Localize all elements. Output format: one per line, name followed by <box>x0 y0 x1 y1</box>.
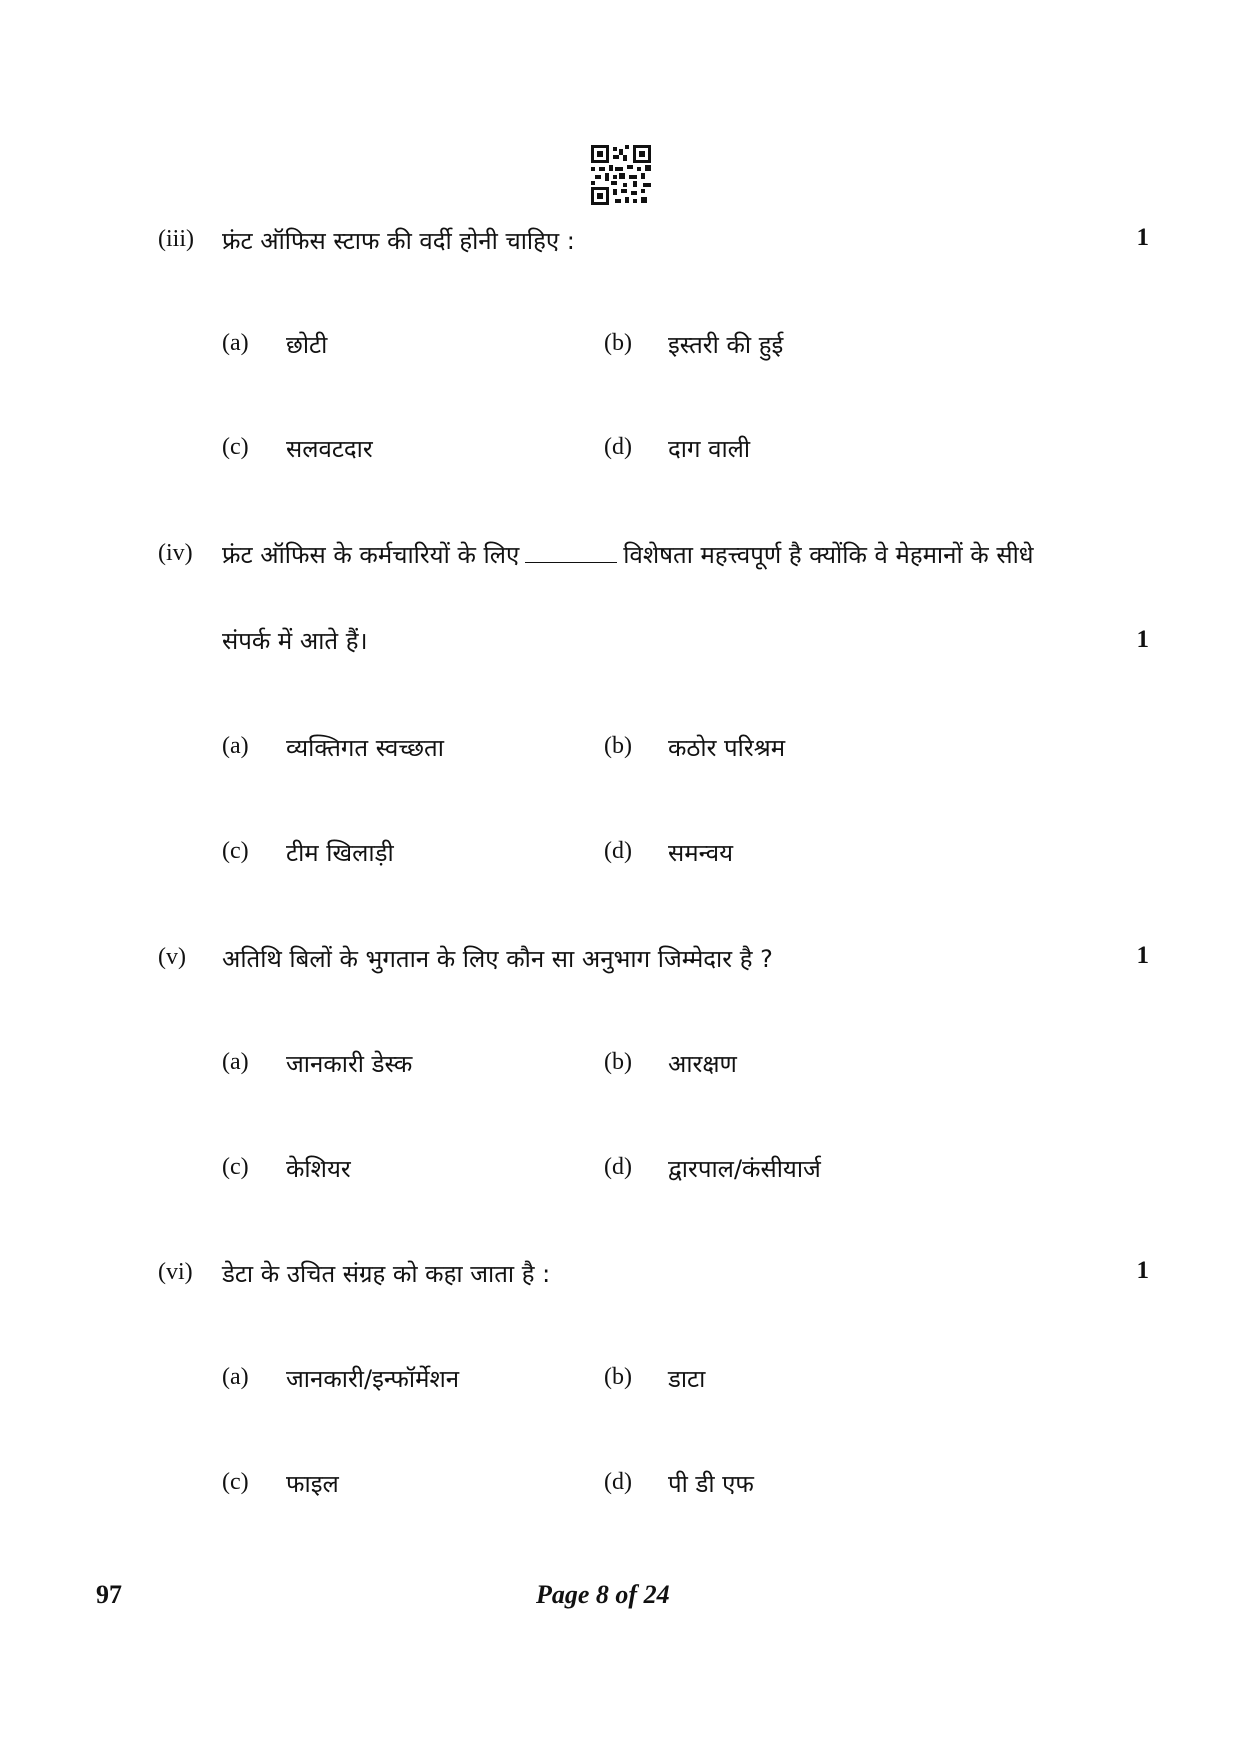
option-label: (b) <box>604 1049 632 1075</box>
option-label: (a) <box>222 1364 249 1390</box>
answer-blank <box>525 540 617 563</box>
question-marks: 1 <box>1136 626 1149 653</box>
option-text: कठोर परिश्रम <box>668 734 786 762</box>
question-text: फ्रंट ऑफिस के कर्मचारियों के लिए विशेषता महत्त्वपूर्ण है क्योंकि वे मेहमानों के सीधे <box>222 541 1034 569</box>
option-text: छोटी <box>286 331 328 359</box>
question-number: (vi) <box>158 1259 193 1285</box>
option-label: (a) <box>222 330 249 356</box>
question-marks: 1 <box>1136 1257 1149 1284</box>
option-text: जानकारी डेस्क <box>286 1050 413 1078</box>
option-label: (d) <box>604 1154 632 1180</box>
option-text: इस्तरी की हुई <box>668 331 784 359</box>
option-label: (d) <box>604 838 632 864</box>
question-text-line2: संपर्क में आते हैं। <box>222 627 368 655</box>
option-label: (d) <box>604 1469 632 1495</box>
option-label: (d) <box>604 434 632 460</box>
option-label: (c) <box>222 838 249 864</box>
question-text: फ्रंट ऑफिस स्टाफ की वर्दी होनी चाहिए : <box>222 227 575 255</box>
option-label: (c) <box>222 434 249 460</box>
question-number: (iv) <box>158 540 193 566</box>
question-marks: 1 <box>1136 224 1149 251</box>
qr-code-icon <box>591 145 651 205</box>
question-number: (iii) <box>158 226 194 252</box>
option-label: (a) <box>222 733 249 759</box>
option-label: (b) <box>604 733 632 759</box>
option-text: डाटा <box>668 1365 706 1393</box>
option-label: (b) <box>604 1364 632 1390</box>
option-label: (a) <box>222 1049 249 1075</box>
question-number: (v) <box>158 944 186 970</box>
option-text: फाइल <box>286 1470 339 1498</box>
option-label: (c) <box>222 1154 249 1180</box>
question-marks: 1 <box>1136 942 1149 969</box>
option-text: व्यक्तिगत स्वच्छता <box>286 734 444 762</box>
paper-code: 97 <box>96 1580 122 1609</box>
option-text: सलवटदार <box>286 435 373 463</box>
option-text: द्वारपाल/कंसीयार्ज <box>668 1155 821 1183</box>
question-text: डेटा के उचित संग्रह को कहा जाता है : <box>222 1260 551 1288</box>
option-text: केशियर <box>286 1155 351 1183</box>
option-text: टीम खिलाड़ी <box>286 839 394 867</box>
option-label: (c) <box>222 1469 249 1495</box>
option-text: आरक्षण <box>668 1050 737 1078</box>
option-text: दाग वाली <box>668 435 751 463</box>
option-text: पी डी एफ <box>668 1470 754 1498</box>
option-text: जानकारी/इन्फॉर्मेशन <box>286 1365 460 1393</box>
option-text: समन्वय <box>668 839 734 867</box>
question-text: अतिथि बिलों के भुगतान के लिए कौन सा अनुभाग जिम्मेदार है ? <box>222 945 773 973</box>
option-label: (b) <box>604 330 632 356</box>
page-number: Page 8 of 24 <box>536 1580 670 1609</box>
